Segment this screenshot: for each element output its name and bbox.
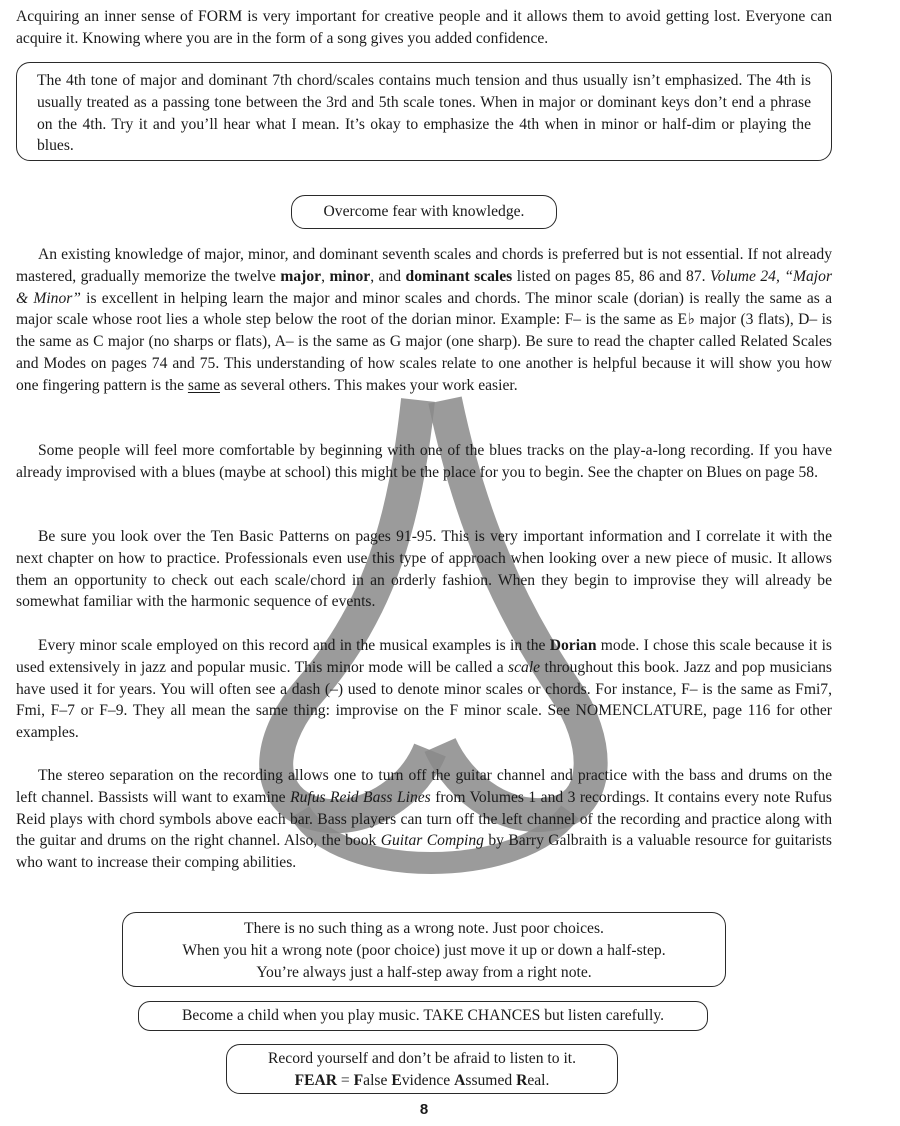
fear-e: E [391,1071,402,1089]
blues-text: Some people will feel more comfortable by beginning with one of the blues tracks on the play-a-long recording. If you have already improvised with a blues (maybe at school) this might be the place for you to begin. See the chapter on Blues on page 58. [16,442,832,481]
fear-assumed: ssumed [465,1071,517,1089]
scales-italic-volume: Volume 24, “Major & Minor” [16,267,833,307]
patterns-paragraph [16,526,832,613]
wrong-note-line-3: You’re always just a half-step away from a right note. [256,963,592,981]
fear-evidence: vidence [401,1071,455,1089]
scales-text-5: is excellent in helping learn the major and minor scales and chords. The minor scale (dorian) is really the same as a major scale whose root lies a whole step below the root of the dorian minor. Example: F– is the same as E♭ major (3 flats), D– is the same as C major (no sharps or flats), A– is the same as G major (one sharp). Be sure to read the chapter called Related Scales and Modes on pages 74 and 75. This understanding of how scales relate to one another is helpful because it will show you how one fingering pattern is the [16,289,832,394]
stereo-italic-rufus: Rufus Reid Bass Lines [290,788,431,806]
box-record-yourself [226,1044,618,1094]
scales-bold-minor: minor [329,267,371,285]
stereo-paragraph [16,765,832,874]
callout-overcome-fear [291,195,557,229]
wrong-note-line-2: When you hit a wrong note (poor choice) just move it up or down a half-step. [182,941,666,959]
dorian-bold: Dorian [549,637,597,654]
dorian-text-3: throughout this book. Jazz and pop musicians have used it for years. You will often see a dash (–) used to denote minor scales or chords. For instance, F– is the same as Fmi7, Fmi, F–7 or F–9. They all mean the same thing: improvise on the F minor scale. See NOMENCLATURE, page 116 for other examples. [16,658,832,742]
fear-acronym-line [227,1070,617,1092]
scales-bold-major: major [280,267,322,285]
fear-false: alse [363,1071,392,1089]
dorian-text-1: Every minor scale employed on this record and in the musical examples is in the [38,637,550,654]
tip-box-fourth-tone [16,62,832,161]
scales-text-4: listed on pages 85, 86 and 87. [512,267,711,285]
blues-paragraph [16,440,832,484]
stereo-text-2: from Volumes 1 and 3 recordings. It contains every note Rufus Reid plays with chord symbols above each bar. Bass players can turn off the left channel of the recording and practice along with the guitar and drums on the right channel. Also, the book [16,788,833,850]
fear-a: A [454,1071,466,1089]
tip-box-fourth-tone-text: The 4th tone of major and dominant 7th chord/scales contains much tension and thus usually isn’t emphasized. The 4th is usually treated as a passing tone between the 3rd and 5th scale tones. When in major or dominant keys don’t end a phrase on the 4th. Try it and you’ll hear what I mean. It’s okay to emphasize the 4th when in minor or half-dim or playing the blues. [37,72,811,155]
fear-r: R [516,1071,528,1089]
scales-text-6: as several others. This makes your work easier. [219,376,518,394]
box-become-child [138,1001,708,1031]
record-yourself-line: Record yourself and don’t be afraid to listen to it. [267,1050,577,1067]
become-child-text: Become a child when you play music. TAKE CHANCES but listen carefully. [181,1007,665,1024]
dorian-paragraph [16,635,832,744]
dorian-italic-scale: scale [508,658,541,676]
fear-equals: = [337,1071,354,1089]
stereo-italic-guitar-comping: Guitar Comping [380,832,484,850]
scales-underline-same: same [187,376,220,394]
stereo-text-1: The stereo separation on the recording allows one to turn off the guitar channel and practice with the bass and drums on the left channel. Bassists will want to examine [16,767,832,806]
scales-paragraph [16,244,832,397]
page-number: 8 [419,1101,429,1118]
scales-text-2: , [321,267,330,285]
intro-text: Acquiring an inner sense of FORM is very important for creative people and it allows them to avoid getting lost. Everyone can acquire it. Knowing where you are in the form of a song gives you added confidence. [16,8,832,47]
fear-word: FEAR [294,1071,338,1089]
dorian-text-2: mode. I chose this scale because it is used extensively in jazz and popular music. This minor mode will be called a [16,637,832,676]
callout-overcome-fear-text: Overcome fear with knowledge. [323,203,525,220]
fear-real: eal. [527,1071,550,1089]
patterns-text: Be sure you look over the Ten Basic Patterns on pages 91-95. This is very important information and I correlate it with the next chapter on how to practice. Professionals even use this type of approach when looking over a new piece of music. It allows them an opportunity to check out each scale/chord in an orderly fashion. When they begin to improvise they will already be somewhat familiar with the harmonic sequence of events. [16,528,832,611]
scales-text-1: An existing knowledge of major, minor, and dominant seventh scales and chords is preferred but is not essential. If not already mastered, gradually memorize the twelve [16,246,832,285]
scales-text-3: , and [370,267,406,285]
scales-bold-dominant: dominant scales [405,267,513,285]
stereo-text-3: by Barry Galbraith is a valuable resource for guitarists who want to increase their comping abilities. [16,832,832,872]
box-wrong-note [122,912,726,987]
intro-paragraph [16,6,832,50]
fear-f: F [353,1071,364,1089]
wrong-note-line-1: There is no such thing as a wrong note. Just poor choices. [244,920,604,937]
